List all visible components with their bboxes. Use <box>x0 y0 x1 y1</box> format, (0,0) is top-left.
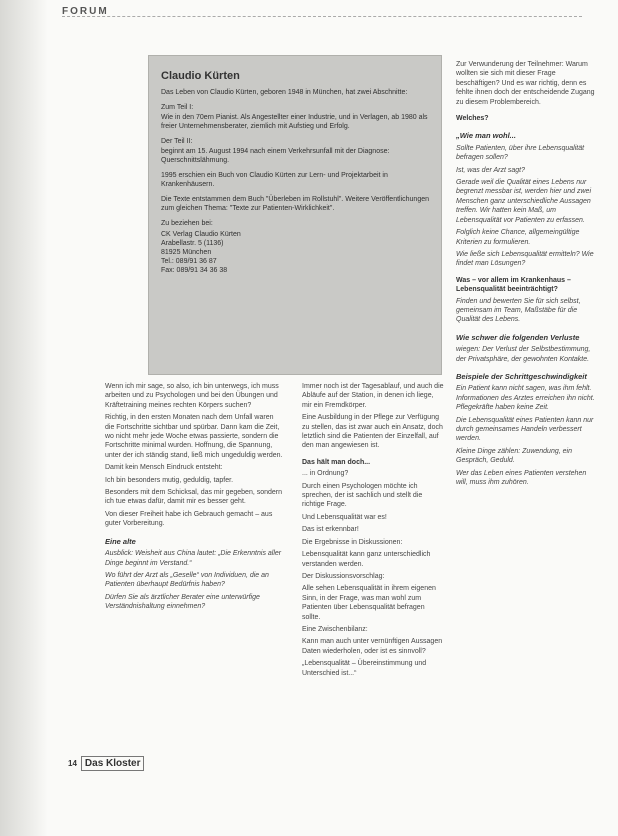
paragraph: Das ist erkennbar! <box>302 526 359 534</box>
paragraph: „Lebensqualität – Übereinstimmung und Unterschied ist...“ <box>302 660 427 677</box>
box-line: beginnt am 15. August 1994 nach einem Verkehrsunfall mit der Diagnose: Querschnittslähmung. <box>161 148 390 164</box>
paragraph: Wie ließe sich Lebensqualität ermitteln? Wie findet man Lösungen? <box>456 250 594 268</box>
page-footer <box>68 756 144 771</box>
section-header: FORUM <box>62 6 109 17</box>
box-line: CK Verlag Claudio Kürten <box>161 231 241 238</box>
box-line: Arabellastr. 5 (1136) <box>161 240 224 247</box>
paragraph: Immer noch ist der Tagesablauf, und auch die Abläufe auf der Station, in denen ich liege, mir ein Fremdkörper. <box>302 383 444 409</box>
quote: Wo führt der Arzt als „Geselle“ von Individuen, die an Patienten überhaupt Bedürfnis haben? <box>105 571 269 589</box>
paragraph: Lebensqualität kann ganz unterschiedlich verstanden werden. <box>302 551 431 568</box>
paragraph: Eine Zwischenbilanz: <box>302 625 368 633</box>
box-title: Claudio Kürten <box>161 70 240 82</box>
paragraph: Von dieser Freiheit habe ich Gebrauch gemacht – aus guter Vorbereitung. <box>105 510 273 528</box>
subheading: Wie schwer die folgenden Verluste <box>456 332 580 342</box>
paragraph: Ist, was der Arzt sagt? <box>456 166 525 174</box>
paragraph: ... in Ordnung? <box>302 470 349 478</box>
box-line: Zu beziehen bei: <box>161 220 213 227</box>
paragraph: Kann man auch unter vernünftigen Aussagen Daten wiederholen, oder ist es sinnvoll? <box>302 638 443 655</box>
box-line: 1995 erschien ein Buch von Claudio Kürten zur Lern- und Projektarbeit in Krankenhäusern. <box>161 172 388 188</box>
paragraph: Ein Patient kann nicht sagen, was ihm fehlt. Informationen des Arztes erreichen ihn nicht. Pflegekräfte haben keine Zeit. <box>456 385 595 412</box>
box-line: Zum Teil I: <box>161 104 194 111</box>
subheading: Was – vor allem im Krankenhaus – Lebensqualität beeinträchtigt? <box>456 276 571 294</box>
subheading: Das hält man doch... <box>302 458 371 466</box>
paragraph: Zur Verwunderung der Teilnehmer: Warum wollten sie sich mit dieser Frage beschäftigen? Und es war richtig, denn es fehlte ihnen doch der entscheidende Zugang zu diesem Problembereich. <box>456 61 595 106</box>
paragraph: Finden und bewerten Sie für sich selbst, gemeinsam im Team, Maßstäbe für die Qualität des Lebens. <box>456 297 581 324</box>
box-line: Der Teil II: <box>161 138 193 145</box>
subheading: Eine alte <box>105 536 136 546</box>
column-right <box>456 60 596 490</box>
box-line: Tel.: 089/91 36 87 <box>161 258 217 265</box>
paragraph: Durch einen Psychologen möchte ich sprechen, der ist sachlich und stellt die richtige Frage. <box>302 482 423 509</box>
subheading: Beispiele der Schrittgeschwindigkeit <box>456 371 587 381</box>
paragraph: Sollte Patienten, über ihre Lebensqualität befragen sollen? <box>456 144 585 162</box>
column-left <box>105 382 283 615</box>
magazine-brand: Das Kloster <box>81 756 145 771</box>
paragraph: Damit kein Mensch Eindruck entsteht: <box>105 464 223 472</box>
paragraph: wiegen: Der Verlust der Selbstbestimmung, der Privatsphäre, der gewohnten Kontakte. <box>456 346 591 363</box>
biography-box <box>148 55 442 375</box>
page-gutter-shadow <box>0 0 48 836</box>
paragraph: Die Ergebnisse in Diskussionen: <box>302 538 403 546</box>
quote: Dürfen Sie als ärztlicher Berater eine unterwürfige Verständnishaltung einnehmen? <box>105 593 260 611</box>
paragraph: Folglich keine Chance, allgemeingültige Kriterien zu formulieren. <box>456 229 580 246</box>
subheading: „Wie man wohl... <box>456 131 516 141</box>
paragraph: Kleine Dinge zählen: Zuwendung, ein Gespräch, Geduld. <box>456 447 572 465</box>
page-number: 14 <box>68 759 77 768</box>
paragraph: Gerade weil die Qualität eines Lebens nur begrenzt messbar ist, werden hier und zwei Menschen ganz unterschiedliche Aussagen treffen. Wir hatten kein Maß, um Lebensqualität vor Patienten zu erfassen. <box>456 179 592 224</box>
paragraph: Wer das Leben eines Patienten verstehen will, muss ihm zuhören. <box>456 469 587 487</box>
box-line: Wie in den 70ern Pianist. Als Angestellter einer Industrie, und in Verlagen, ab 1980 als freier Unternehmensberater, ziemlich mit Aufstieg und Erfolg. <box>161 114 428 130</box>
paragraph: Ich bin besonders mutig, geduldig, tapfer. <box>105 476 234 484</box>
paragraph: Besonders mit dem Schicksal, das mir gegeben, sondern ich tue etwas dafür, damit mir es besser geht. <box>105 489 283 506</box>
subheading: Welches? <box>456 115 489 123</box>
paragraph: Eine Ausbildung in der Pflege zur Verfügung zu stellen, das ist zwar auch ein Ansatz, doch letztlich sind die Patienten der Einzelfall, auf den man angewiesen ist. <box>302 414 443 450</box>
paragraph: Alle sehen Lebensqualität in ihrem eigenen Sinn, in der Frage, was man wohl zum Patienten über Lebensqualität befragen sollte. <box>302 585 436 621</box>
paragraph: Wenn ich mir sage, so also, ich bin unterwegs, ich muss arbeiten und zu Psychologen und bei den Übungen und Kräftetraining meines rechten Körpers suchen? <box>105 383 279 409</box>
box-line: Das Leben von Claudio Kürten, geboren 1948 in München, hat zwei Abschnitte: <box>161 89 408 96</box>
quote: Ausblick: Weisheit aus China lautet: „Die Erkenntnis aller Dinge beginnt im Verstand.“ <box>105 550 282 567</box>
header-rule <box>62 16 582 17</box>
box-line: Die Texte entstammen dem Buch "Überleben im Rollstuhl". Weitere Veröffentlichungen zum gleichen Thema: "Texte zur Patienten-Wirklichkeit". <box>161 196 429 212</box>
column-middle <box>302 382 444 681</box>
paragraph: Die Lebensqualität eines Patienten kann nur durch gemeinsames Handeln verbessert werden. <box>456 416 594 443</box>
box-line: Fax: 089/91 34 36 38 <box>161 267 228 274</box>
paragraph: Der Diskussionsvorschlag: <box>302 572 385 580</box>
paragraph: Und Lebensqualität war es! <box>302 513 387 521</box>
box-line: 81925 München <box>161 249 212 256</box>
paragraph: Richtig, in den ersten Monaten nach dem Unfall waren die Fortschritte sichtbar und spürbar. Dann kam die Zeit, wo nicht mehr jede Woche etwas passierte, sondern die Fortschritte minimal wurden. Hoffnung, die Spannung, unter der ich ständig stand, ließ mich ungeduldig werden. <box>105 414 283 459</box>
